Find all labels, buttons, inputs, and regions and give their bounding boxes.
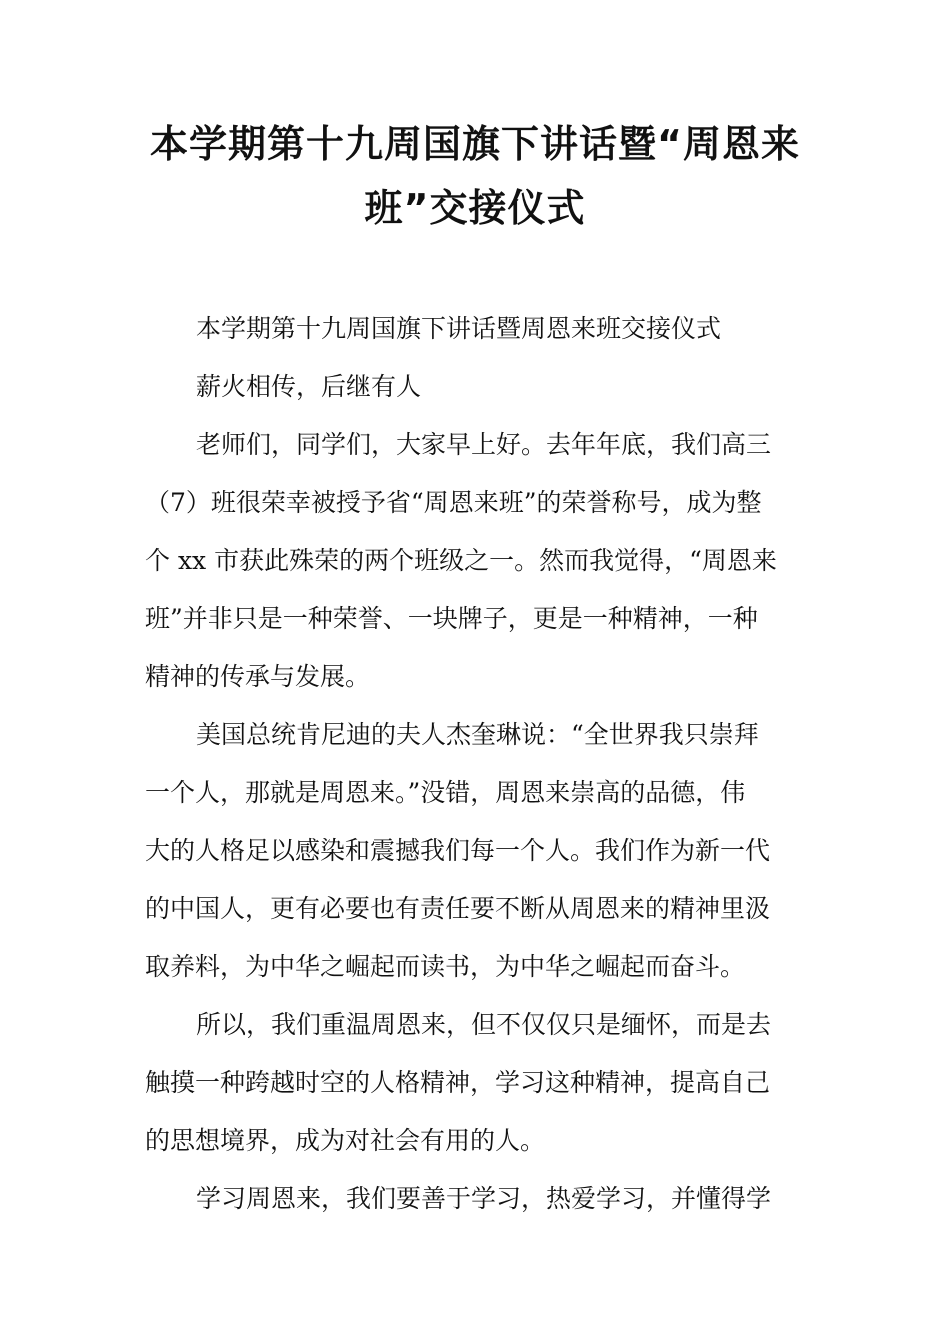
paragraph-line: 的中国人，更有必要也有责任要不断从周恩来的精神里汲 xyxy=(145,894,771,923)
paragraph-subtitle xyxy=(145,300,805,358)
paragraph-reflection xyxy=(145,996,805,1170)
paragraph-line: 精神的传承与发展。 xyxy=(145,662,371,691)
paragraph-line: 的思想境界，成为对社会有用的人。 xyxy=(145,1126,546,1155)
paragraph-line: 老师们，同学们，大家早上好。去年年底，我们高三 xyxy=(196,430,772,459)
paragraph-line: 所以，我们重温周恩来，但不仅仅只是缅怀，而是去 xyxy=(196,1010,772,1039)
title-line-2: 班”交接仪式 xyxy=(364,186,586,230)
paragraph-line: 取养料，为中华之崛起而读书，为中华之崛起而奋斗。 xyxy=(145,952,746,981)
paragraph-line: 美国总统肯尼迪的夫人杰奎琳说：“全世界我只崇拜 xyxy=(196,720,759,749)
paragraph-line: （7）班很荣幸被授予省“周恩来班”的荣誉称号，成为整 xyxy=(145,488,762,517)
document-title xyxy=(140,112,810,240)
paragraph-line: 本学期第十九周国旗下讲话暨周恩来班交接仪式 xyxy=(196,314,722,343)
document-body xyxy=(145,300,805,1228)
title-line-1: 本学期第十九周国旗下讲话暨“周恩来 xyxy=(150,122,800,166)
paragraph-line: 班”并非只是一种荣誉、一块牌子，更是一种精神，一种 xyxy=(145,604,758,633)
paragraph-line: 薪火相传，后继有人 xyxy=(196,372,422,401)
paragraph-greeting xyxy=(145,416,805,706)
paragraph-line: 个 xx 市获此殊荣的两个班级之一。然而我觉得，“周恩来 xyxy=(145,546,777,575)
paragraph-line: 学习周恩来，我们要善于学习，热爱学习，并懂得学 xyxy=(196,1184,772,1213)
paragraph-quote xyxy=(145,706,805,996)
paragraph-line: 触摸一种跨越时空的人格精神，学习这种精神，提高自己 xyxy=(145,1068,771,1097)
paragraph-line: 大的人格足以感染和震撼我们每一个人。我们作为新一代 xyxy=(145,836,771,865)
paragraph-line: 一个人，那就是周恩来。”没错，周恩来崇高的品德，伟 xyxy=(145,778,746,807)
paragraph-motto xyxy=(145,358,805,416)
paragraph-learning xyxy=(145,1170,805,1228)
